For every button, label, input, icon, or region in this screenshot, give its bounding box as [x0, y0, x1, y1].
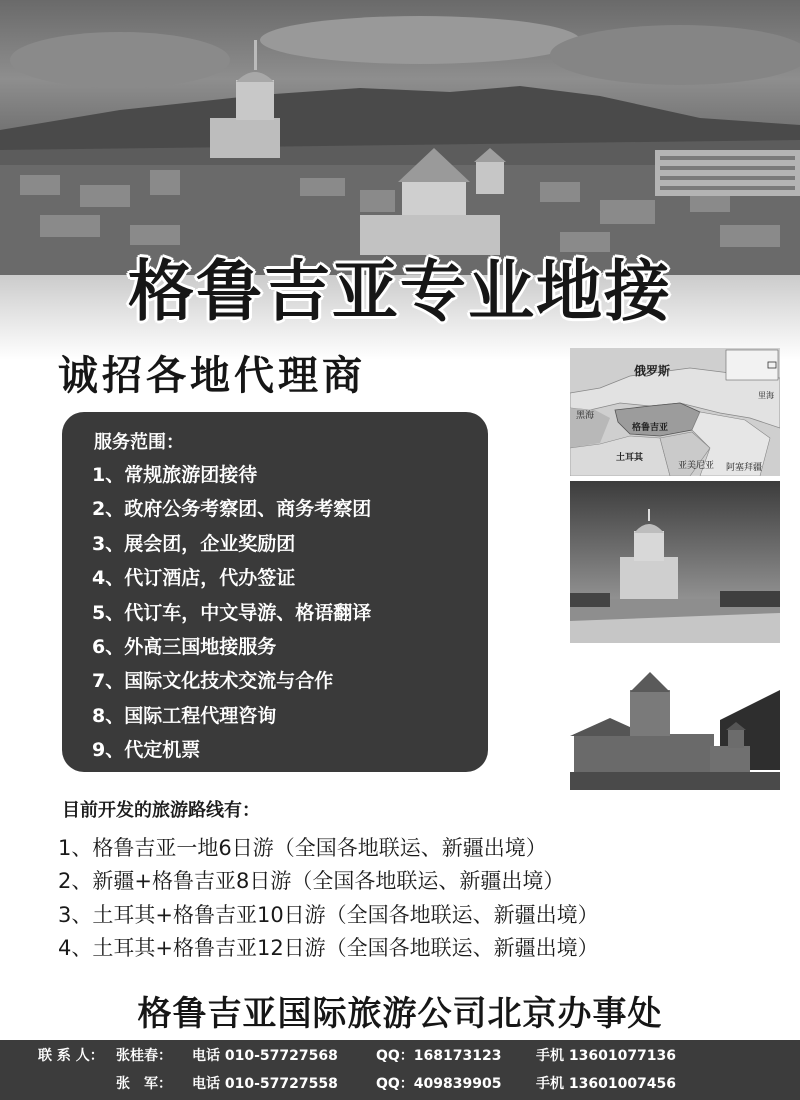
contact-qq: QQ：168173123: [376, 1048, 502, 1064]
route-item: 2、新疆+格鲁吉亚8日游（全国各地联运、新疆出境）: [58, 869, 565, 894]
contact-row: [0, 1042, 800, 1070]
service-item: 7、国际文化技术交流与合作: [92, 670, 334, 693]
contact-name: 张桂春：: [116, 1048, 172, 1064]
contact-mobile: 手机 13601077136: [536, 1048, 677, 1064]
service-item: 8、国际工程代理咨询: [92, 704, 277, 727]
contact-phone: 电话 010-57727558: [192, 1076, 338, 1092]
service-item: 5、代订车，中文导游、格语翻译: [92, 601, 372, 624]
gelati-monastery-image: [570, 650, 780, 790]
routes-title: 目前开发的旅游路线有：: [62, 800, 260, 821]
services-list: [92, 458, 371, 768]
contact-mobile: 手机 13601007456: [536, 1076, 677, 1092]
caucasus-map: [570, 348, 780, 476]
route-item: 3、土耳其+格鲁吉亚10日游（全国各地联运、新疆出境）: [58, 902, 599, 927]
map-label-black-sea: 黑海: [576, 411, 595, 421]
subheadline: 诚招各地代理商: [58, 353, 366, 399]
service-item: 6、外高三国地接服务: [92, 635, 277, 658]
cathedral-photo: [570, 481, 780, 643]
company-name: 格鲁吉亚国际旅游公司北京办事处: [137, 994, 663, 1034]
service-item: 2、政府公务考察团、商务考察团: [92, 498, 372, 521]
contact-qq: QQ：409839905: [376, 1076, 502, 1092]
contact-name: 张 军：: [116, 1076, 172, 1092]
map-label-azerbaijan: 阿塞拜疆: [726, 463, 763, 473]
map-label-turkey: 土耳其: [616, 453, 644, 463]
route-item: 4、土耳其+格鲁吉亚12日游（全国各地联运、新疆出境）: [58, 935, 599, 960]
sameba-cathedral-image: [570, 481, 780, 643]
services-title: 服务范围：: [94, 432, 184, 453]
contact-phone: 电话 010-57727568: [192, 1048, 338, 1064]
map-graphic: [570, 348, 780, 476]
contact-label: 联 系 人：: [38, 1048, 104, 1064]
headline: 格鲁吉亚专业地接: [128, 253, 672, 330]
service-item: 4、代订酒店，代办签证: [92, 567, 296, 590]
contact-bar: [0, 1040, 800, 1100]
map-label-georgia: 格鲁吉亚: [632, 423, 669, 433]
map-label-russia: 俄罗斯: [634, 364, 671, 378]
map-label-armenia: 亚美尼亚: [678, 461, 715, 471]
contact-row: [0, 1070, 800, 1098]
map-label-caspian: 里海: [758, 391, 774, 400]
monastery-photo: [570, 650, 780, 790]
routes-list: [58, 832, 599, 965]
service-item: 1、常规旅游团接待: [92, 464, 258, 486]
service-item: 3、展会团，企业奖励团: [92, 532, 296, 555]
service-item: 9、代定机票: [92, 739, 201, 762]
route-item: 1、格鲁吉亚一地6日游（全国各地联运、新疆出境）: [58, 836, 547, 860]
services-panel: [62, 412, 488, 772]
